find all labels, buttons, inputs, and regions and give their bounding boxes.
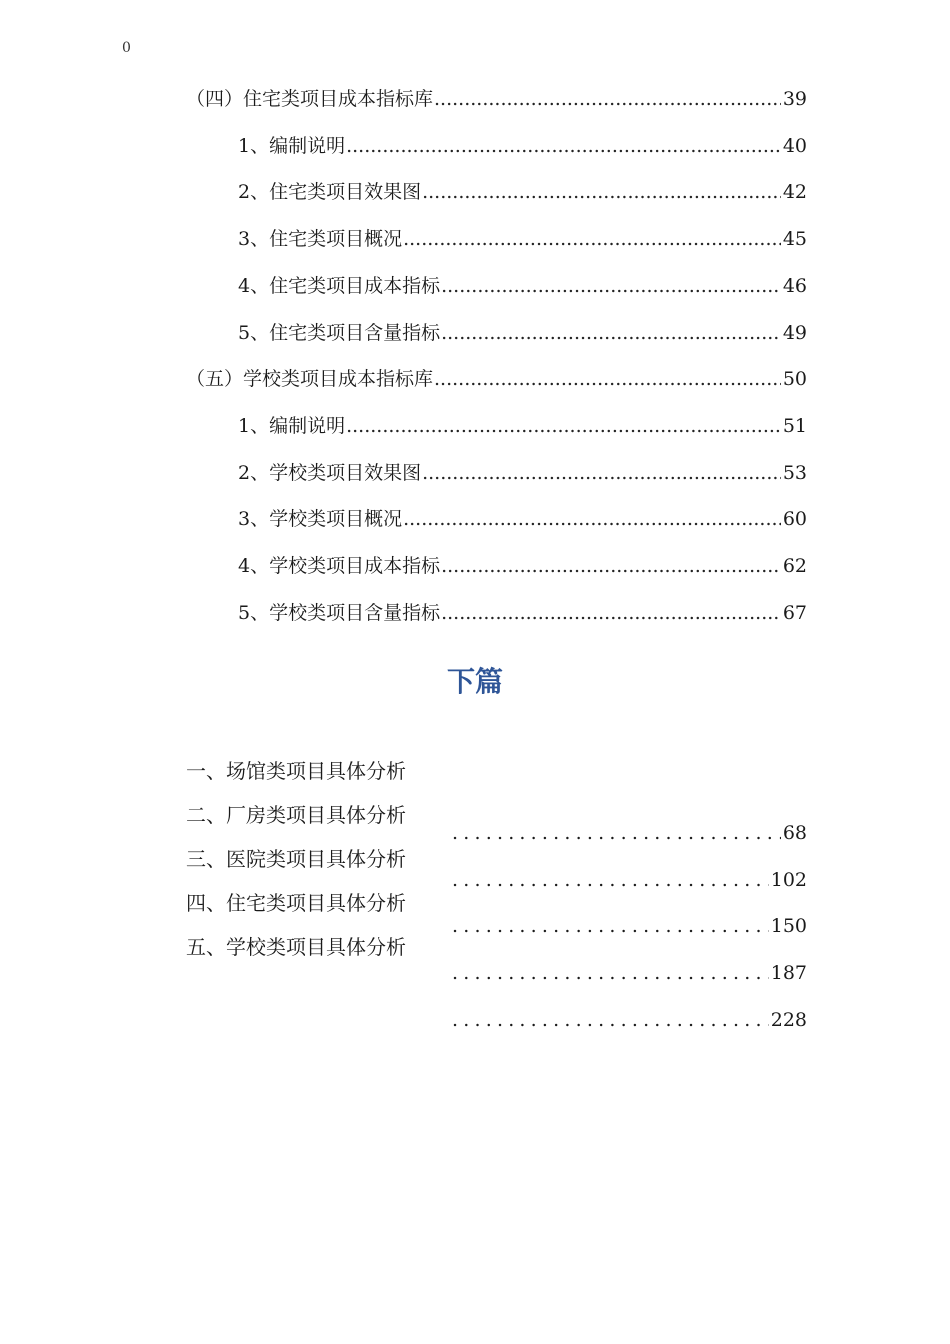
toc-entry[interactable] (238, 224, 807, 254)
toc-entry-label: 3、住宅类项目概况 (238, 228, 403, 251)
toc-dot-leader (452, 1009, 769, 1031)
toc-dot-leader (452, 822, 781, 844)
toc-dot-leader (346, 131, 781, 161)
toc-entry-label: （四）住宅类项目成本指标库 (186, 88, 434, 110)
toc-entry-page-number: 62 (782, 555, 807, 577)
toc-entry-label: 1、编制说明 (238, 134, 346, 157)
toc-entry-page-number: 40 (782, 134, 807, 157)
toc-entry-label: 4、住宅类项目成本指标 (238, 274, 441, 297)
toc-entry[interactable] (238, 271, 807, 301)
toc-entry[interactable] (238, 551, 807, 581)
toc-entry-label: 2、住宅类项目效果图 (238, 181, 422, 204)
toc-entry[interactable] (238, 458, 807, 488)
toc-entry-label: 3、学校类项目概况 (238, 508, 403, 531)
toc-dot-leader (441, 598, 781, 628)
toc-entry[interactable] (186, 84, 807, 114)
toc-part2-page-number: 102 (770, 868, 807, 891)
toc-entry-page-number: 51 (782, 414, 807, 437)
toc-dot-leader (452, 962, 769, 984)
toc-part2-page-number: 228 (770, 1008, 807, 1031)
toc-part2-page-row (452, 950, 807, 997)
toc-part2-entry-label[interactable]: 一、场馆类项目具体分析 (186, 759, 406, 783)
toc-entry-page-number: 46 (782, 274, 807, 297)
toc-dot-leader (441, 271, 781, 301)
toc-dot-leader (434, 84, 781, 114)
toc-entry-page-number: 50 (782, 368, 807, 391)
toc-part2-entry-label[interactable]: 四、住宅类项目具体分析 (186, 891, 406, 915)
toc-dot-leader (452, 869, 769, 891)
toc-entry-page-number: 67 (782, 601, 807, 624)
toc-entry[interactable] (238, 131, 807, 161)
toc-dot-leader (403, 224, 781, 254)
toc-entry[interactable] (238, 598, 807, 628)
toc-dot-leader (441, 318, 781, 348)
toc-entry[interactable] (238, 504, 807, 534)
toc-dot-leader (403, 504, 781, 534)
toc-part2-page-number: 150 (770, 915, 807, 938)
toc-part2-page-number: 68 (782, 822, 807, 845)
toc-entry[interactable] (238, 411, 807, 441)
toc-entry-page-number: 53 (782, 461, 807, 484)
toc-entry[interactable] (186, 364, 807, 394)
table-of-contents-part-2-pages (452, 810, 807, 1043)
toc-part2-page-row (452, 857, 807, 904)
toc-entry-label: 2、学校类项目效果图 (238, 461, 422, 484)
toc-part2-entry-label[interactable]: 二、厂房类项目具体分析 (186, 803, 406, 827)
toc-entry-page-number: 39 (782, 88, 807, 110)
toc-part2-entry-label[interactable]: 五、学校类项目具体分析 (186, 935, 406, 959)
section-title: 下篇 (446, 665, 503, 698)
toc-part2-entry-label[interactable]: 三、医院类项目具体分析 (186, 847, 406, 871)
table-of-contents-part-2-labels (186, 753, 406, 973)
page-marker: 0 (122, 40, 131, 56)
toc-dot-leader (441, 551, 781, 581)
toc-entry-page-number: 49 (782, 321, 807, 344)
toc-entry-label: 4、学校类项目成本指标 (238, 555, 441, 577)
toc-dot-leader (452, 915, 769, 937)
toc-entry[interactable] (238, 318, 807, 348)
toc-dot-leader (346, 411, 781, 441)
toc-entry-page-number: 42 (782, 181, 807, 204)
toc-entry-label: （五）学校类项目成本指标库 (186, 368, 434, 391)
toc-dot-leader (422, 177, 781, 207)
toc-part2-page-number: 187 (770, 962, 807, 985)
toc-dot-leader (434, 364, 781, 394)
toc-dot-leader (422, 458, 781, 488)
toc-entry-label: 5、住宅类项目含量指标 (238, 321, 441, 344)
toc-part2-page-row (452, 996, 807, 1043)
toc-entry-page-number: 45 (782, 228, 807, 251)
toc-part2-page-row (452, 903, 807, 950)
toc-entry-label: 5、学校类项目含量指标 (238, 601, 441, 624)
toc-entry-label: 1、编制说明 (238, 414, 346, 437)
toc-entry[interactable] (238, 177, 807, 207)
toc-part2-page-row (452, 810, 807, 857)
toc-entry-page-number: 60 (782, 508, 807, 531)
